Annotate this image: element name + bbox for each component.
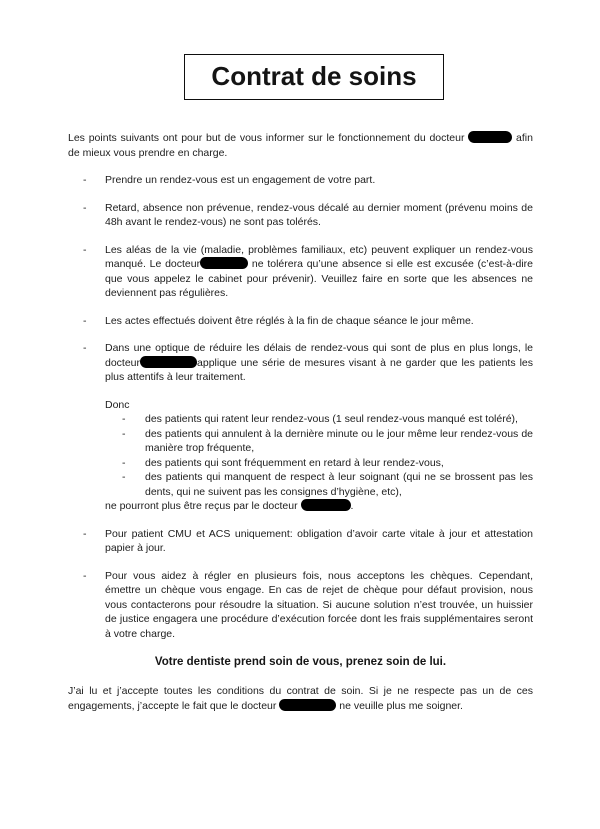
redacted-name xyxy=(200,257,248,269)
document-title: Contrat de soins xyxy=(211,61,417,91)
bullet-item-cheques xyxy=(68,569,533,642)
bullet-text: Pour vous aidez à régler en plusieurs fois, nous acceptons les chèques. Cependant, émettre un chèque vous engage. En cas de rejet de chèque pour défaut provision, nous vous contacterons pour résoudre la situation. Si aucune solution n’est trouvée, un huissier de justice engagera une procédure d’exécution forcée dont les frais supplémentaires seront à votre charge. xyxy=(105,569,533,640)
sub-bullet-missed xyxy=(68,412,533,427)
sub-bullet-text: des patients qui annulent à la dernière minute ou le jour même leur rendez-vous de manière trop fréquente, xyxy=(145,427,533,454)
sub-bullet-text: des patients qui manquent de respect à leur soignant (qui ne se brossent pas les dents, qui ne suivent pas les consignes d’hygiène, etc), xyxy=(145,471,533,498)
bullet-item-appointment xyxy=(68,173,533,188)
bullet-item-lateness xyxy=(68,201,533,230)
sub-bullet-late xyxy=(68,456,533,471)
donc-label: Donc xyxy=(105,398,130,411)
bullet-dash: - xyxy=(83,201,87,214)
bullet-dash: - xyxy=(83,527,87,540)
title-box xyxy=(184,54,444,100)
bullet-dash: - xyxy=(83,569,87,582)
bullet-text: Retard, absence non prévenue, rendez-vous décalé au dernier moment (prévenu moins de 48h avant le rendez-vous) ne sont pas tolérés. xyxy=(105,201,533,228)
sub-bullet-cancel xyxy=(68,427,533,456)
donc-conclusion: ne pourront plus être reçus par le docteur . xyxy=(105,500,354,512)
bullet-dash: - xyxy=(122,413,126,425)
bullet-item-cmu-acs xyxy=(68,527,533,556)
redacted-name xyxy=(140,356,197,368)
bullet-item-payment xyxy=(68,314,533,329)
intro-paragraph: Les points suivants ont pour but de vous informer sur le fonctionnement du docteur afin de mieux vous prendre en charge. xyxy=(68,132,533,159)
bullet-text: Pour patient CMU et ACS uniquement: obligation d’avoir carte vitale à jour et attestation papier à jour. xyxy=(105,527,533,554)
redacted-name xyxy=(301,499,351,511)
bullet-dash: - xyxy=(122,427,126,440)
bullet-dash: - xyxy=(122,471,126,483)
redacted-name xyxy=(279,699,336,711)
closing-statement: Votre dentiste prend soin de vous, prenez soin de lui. xyxy=(154,656,447,668)
bullet-text: Prendre un rendez-vous est un engagement de votre part. xyxy=(105,174,376,186)
bullet-text: Les aléas de la vie (maladie, problèmes familiaux, etc) peuvent expliquer un rendez-vous manqué. Le docteur ne tolérera qu’une absence si elle est excusée (c’est-à-dire que vous appelez le cabinet pour prévenir). Veuillez faire en sorte que les absences ne deviennent pas régulières. xyxy=(105,243,533,299)
bullet-text: Les actes effectués doivent être réglés à la fin de chaque séance le jour même. xyxy=(105,314,474,327)
bullet-dash: - xyxy=(83,243,87,256)
sub-bullet-text: des patients qui ratent leur rendez-vous (1 seul rendez-vous manqué est toléré), xyxy=(145,413,518,425)
bullet-dash: - xyxy=(83,342,87,354)
redacted-name xyxy=(468,131,512,143)
bullet-item-measures xyxy=(68,341,533,385)
acceptance-paragraph: J’ai lu et j’accepte toutes les conditions du contrat de soin. Si je ne respecte pas un de ces engagements, j’accepte le fait que le docteur ne veuille plus me soigner. xyxy=(68,685,533,712)
sub-bullet-text: des patients qui sont fréquemment en retard à leur rendez-vous, xyxy=(145,456,444,469)
bullet-dash: - xyxy=(122,456,126,469)
bullet-text: Dans une optique de réduire les délais de rendez-vous qui sont de plus en plus longs, le docteur applique une série de mesures visant à ne garder que les patients les plus attentifs à leur traitement. xyxy=(105,342,533,383)
sub-bullet-disrespect xyxy=(68,470,533,499)
bullet-dash: - xyxy=(83,174,87,186)
bullet-dash: - xyxy=(83,314,87,327)
bullet-item-missed-appointments xyxy=(68,243,533,301)
